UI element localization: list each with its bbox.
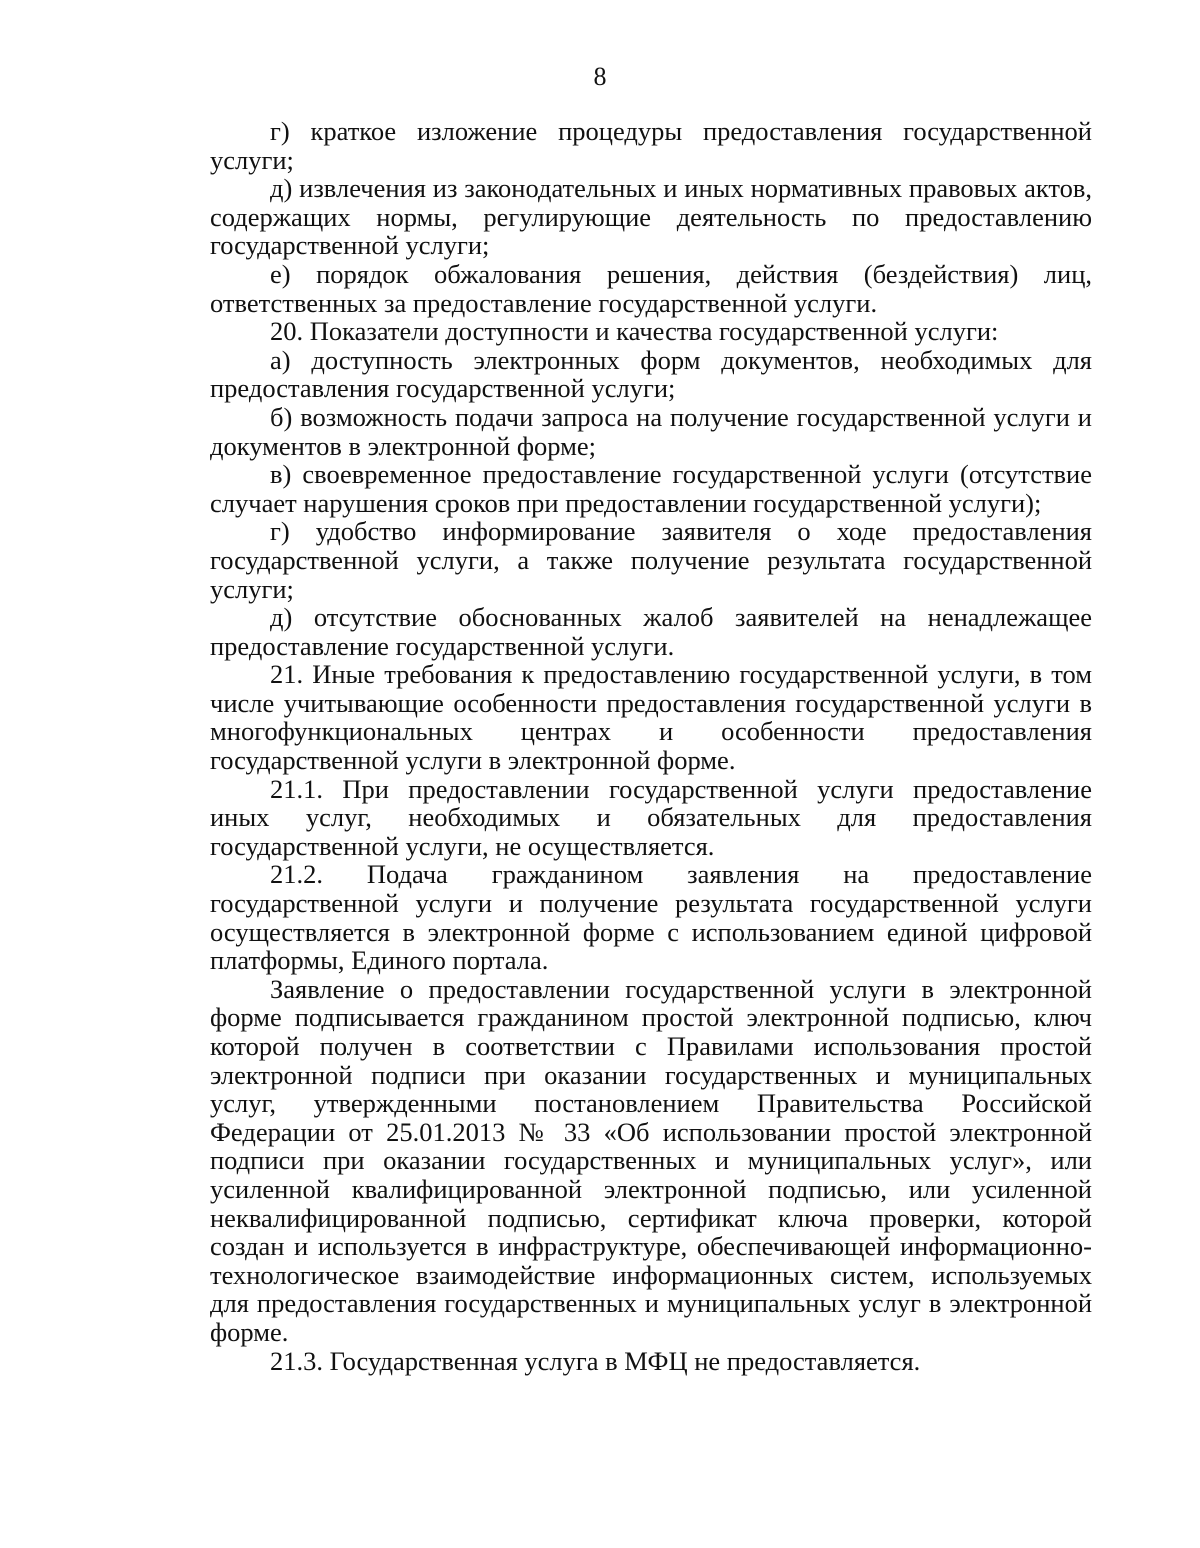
document-body <box>210 117 1092 1375</box>
paragraph-v-timely-provision: в) своевременное предоставление государственной услуги (отсутствие случает нарушения сроков при предоставлении государственной услуги); <box>210 459 1092 518</box>
paragraph-d-no-complaints: д) отсутствие обоснованных жалоб заявителей на ненадлежащее предоставление государственной услуги. <box>210 602 1092 661</box>
paragraph-b-request-submission: б) возможность подачи запроса на получение государственной услуги и документов в электронной форме; <box>210 401 1092 461</box>
paragraph-a-electronic-forms: а) доступность электронных форм документов, необходимых для предоставления государственной услуги; <box>210 344 1092 404</box>
page-number: 8 <box>593 62 607 91</box>
paragraph-21-1: 21.1. При предоставлении государственной услуги предоставление иных услуг, необходимых и обязательных для предоставления государственной услуги, не осуществляется. <box>210 773 1092 861</box>
paragraph-21-2: 21.2. Подача гражданином заявления на предоставление государственной услуги и получение результата государственной услуги осуществляется в электронной форме с использованием единой цифровой платформы, Единого портала. <box>210 859 1092 976</box>
paragraph-e-appeal-procedure: е) порядок обжалования решения, действия (бездействия) лиц, ответственных за предоставление государственной услуги. <box>210 258 1092 318</box>
paragraph-21-3: 21.3. Государственная услуга в МФЦ не предоставляется. <box>270 1345 921 1376</box>
paragraph-d-legal-extracts: д) извлечения из законодательных и иных нормативных правовых актов, содержащих нормы, регулирующие деятельность по предоставлению государственной услуги; <box>210 173 1092 261</box>
paragraph-20-quality-indicators: 20. Показатели доступности и качества государственной услуги: <box>270 316 999 347</box>
paragraph-g-procedure-summary: г) краткое изложение процедуры предоставления государственной услуги; <box>210 116 1092 175</box>
paragraph-g-convenience: г) удобство информирование заявителя о ходе предоставления государственной услуги, а также получение результата государственной услуги; <box>210 516 1092 604</box>
paragraph-21-other-requirements: 21. Иные требования к предоставлению государственной услуги, в том числе учитывающие особенности предоставления государственной услуги в многофункциональных центрах и особенности предоставления государственной услуги в электронной форме. <box>210 659 1092 776</box>
paragraph-electronic-signature: Заявление о предоставлении государственной услуги в электронной форме подписывается гражданином простой электронной подписью, ключ которой получен в соответствии с Правилами использования простой электронной подписи при оказании государственных и муниципальных услуг, утвержденными постановлением Правительства Российской Федерации от 25.01.2013 № 33 «Об использовании простой электронной подписи при оказании государственных и муниципальных услуг», или усиленной квалифицированной электронной подписью, или усиленной неквалифицированной подписью, сертификат ключа проверки, которой создан и используется в инфраструктуре, обеспечивающей информационно-технологическое взаимодействие информационных систем, используемых для предоставления государственных и муниципальных услуг в электронной форме. <box>210 973 1092 1347</box>
